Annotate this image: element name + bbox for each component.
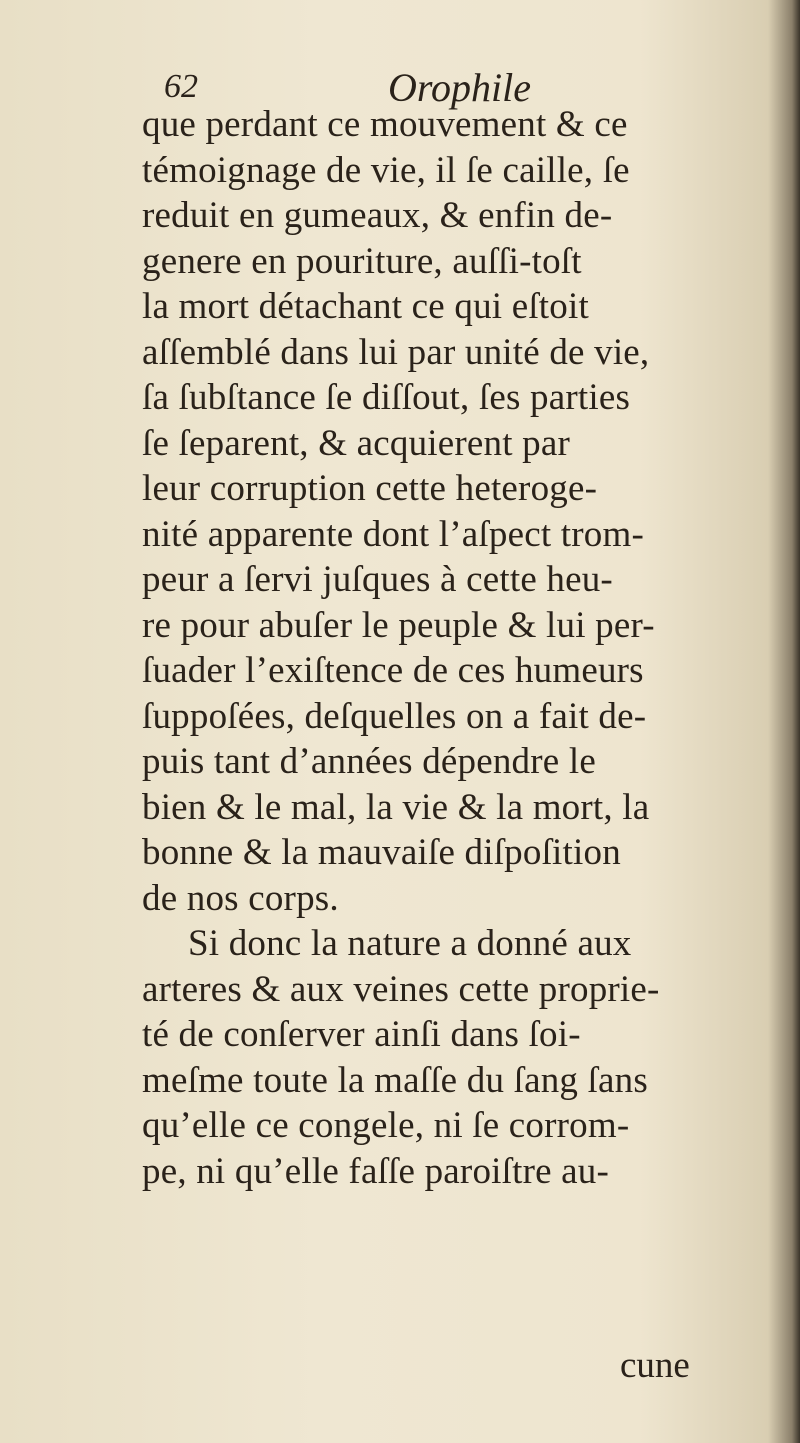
text-line: arteres & aux veines cette proprie- (142, 968, 660, 1010)
text-line: puis tant d’années dépendre le (142, 741, 596, 782)
paragraph-start-line: Si donc la nature a donné aux (188, 923, 632, 964)
text-line: peur a ſervi juſques à cette heu- (142, 559, 613, 600)
text-line: ſa ſubſtance ſe diſſout, ſes parties (142, 377, 631, 418)
body-text (142, 102, 742, 1194)
page-number: 62 (164, 68, 198, 105)
text-line: nité apparente dont l’aſpect trom- (142, 513, 644, 555)
text-line: meſme toute la maſſe du ſang ſans (142, 1059, 648, 1101)
text-line: bien & le mal, la vie & la mort, la (142, 786, 650, 828)
running-title: Orophile (388, 65, 531, 110)
text-line: témoignage de vie, il ſe caille, ſe (142, 149, 630, 191)
text-line: re pour abuſer le peuple & lui per- (142, 604, 655, 646)
text-line: aſſemblé dans lui par unité de vie, (142, 331, 650, 373)
text-line: que perdant ce mouvement & ce (142, 104, 628, 145)
catchword: cune (620, 1345, 690, 1386)
text-line: qu’elle ce congele, ni ſe corrom- (142, 1105, 630, 1146)
text-line: ſuader l’exiſtence de ces humeurs (142, 650, 644, 691)
text-line: de nos corps. (142, 877, 339, 919)
text-line: ſe ſeparent, & acquierent par (142, 422, 570, 464)
text-line: bonne & la mauvaiſe diſpoſition (142, 832, 621, 873)
text-line: leur corruption cette heteroge- (142, 468, 598, 509)
text-line: té de conſerver ainſi dans ſoi- (142, 1014, 581, 1055)
text-line: reduit en gumeaux, & enfin de- (142, 195, 613, 236)
text-line: la mort détachant ce qui eſtoit (142, 286, 589, 327)
text-line: pe, ni qu’elle faſſe paroiſtre au- (142, 1150, 610, 1192)
text-line: genere en pouriture, auſſi-toſt (142, 240, 582, 282)
text-line: ſuppoſées, deſquelles on a fait de- (142, 695, 647, 737)
